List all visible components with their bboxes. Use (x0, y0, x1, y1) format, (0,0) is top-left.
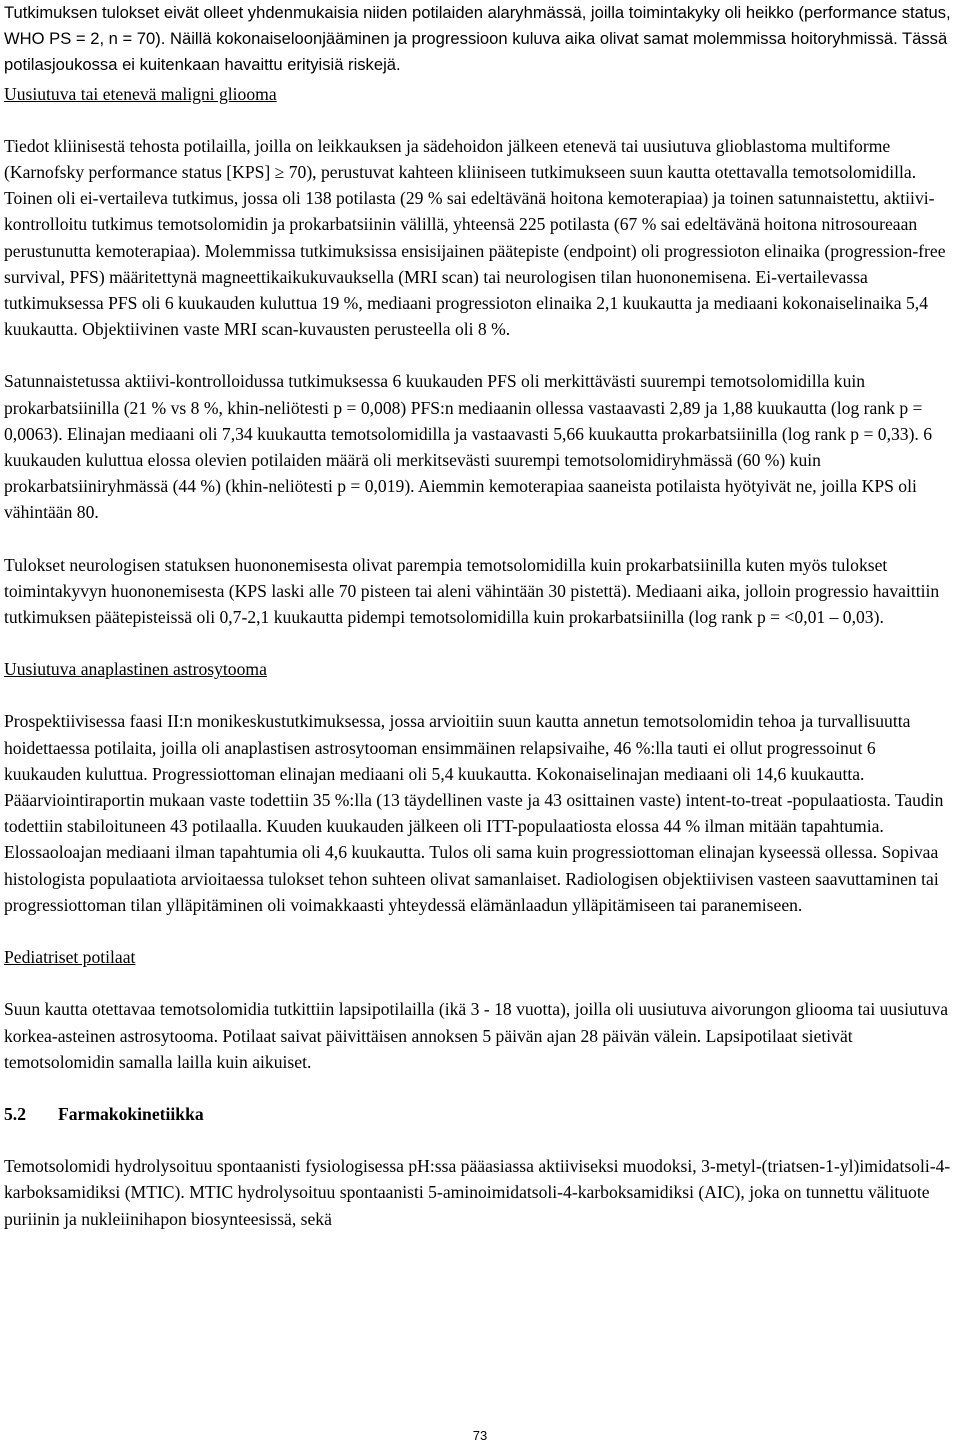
document-page (4, 0, 956, 1232)
glioma-paragraph-1: Tiedot kliinisestä tehosta potilailla, joilla on leikkauksen ja sädehoidon jälkeen etenevä tai uusiutuva glioblastoma multiforme (Karnofsky performance status [KPS] ≥ 70), perustuvat kahteen kliiniseen tutkimukseen suun kautta otettavalla temotsolomidilla. Toinen oli ei-vertaileva tutkimus, jossa oli 138 potilasta (29 % sai edeltävänä hoitona kemoterapiaa) ja toinen satunnaistettu, aktiivi-kontrolloitu tutkimus temotsolomidin ja prokarbatsiinin välillä, yhteensä 225 potilasta (67 % sai edeltävänä hoitona nitrosoureaan perustunutta kemoterapiaa). Molemmissa tutkimuksissa ensisijainen päätepiste (endpoint) oli progressioton elinaika (progression-free survival, PFS) määritettynä magneettikaikukuvauksella (MRI scan) tai neurologisen tilan huononemisena. Ei-vertailevassa tutkimuksessa PFS oli 6 kuukauden kuluttua 19 %, mediaani progressioton elinaika 2,1 kuukautta ja mediaani kokonaiselinaika 5,4 kuukautta. Objektiivinen vaste MRI scan-kuvausten perusteella oli 8 %. (4, 135, 946, 340)
pediatric-paragraph-1: Suun kautta otettavaa temotsolomidia tutkittiin lapsipotilailla (ikä 3 - 18 vuotta), joilla oli uusiutuva aivorungon gliooma tai uusiutuva korkea-asteinen astrosytooma. Potilaat saivat päivittäisen annoksen 5 päivän ajan 28 päivän välein. Lapsipotilaat sietivät temotsolomidin samalla lailla kuin aikuiset. (4, 999, 949, 1072)
glioma-paragraph-2: Satunnaistetussa aktiivi-kontrolloidussa tutkimuksessa 6 kuukauden PFS oli merkittävästi suurempi temotsolomidilla kuin prokarbatsiinilla (21 % vs 8 %, khin-neliötesti p = 0,008) PFS:n mediaanin ollessa vastaavasti 2,89 ja 1,88 kuukautta (log rank p = 0,0063). Elinajan mediaani oli 7,34 kuukautta temotsolomidilla ja vastaavasti 5,66 kuukautta prokarbatsiinilla (log rank p = 0,33). 6 kuukauden kuluttua elossa olevien potilaiden määrä oli merkitsevästi suurempi temotsolomidiryhmässä (60 %) kuin prokarbatsiiniryhmässä (44 %) (khin-neliötesti p = 0,019). Aiemmin kemoterapiaa saaneista potilaista hyötyivät ne, joilla KPS oli vähintään 80. (4, 371, 933, 523)
glioma-paragraph-3: Tulokset neurologisen statuksen huononemisesta olivat parempia temotsolomidilla kuin prokarbatsiinilla kuten myös tulokset toimintakyvyn huononemisesta (KPS laski alle 70 pisteen tai aleni vähintään 30 pistettä). Mediaani aika, jolloin progressio havaittiin tutkimuksen päätepisteissä oli 0,7-2,1 kuukautta pidempi temotsolomidilla kuin prokarbatsiinilla (log rank p = <0,01 – 0,03). (4, 554, 940, 628)
astro-heading: Uusiutuva anaplastinen astrosytooma (4, 659, 267, 680)
pk-paragraph-1: Temotsolomidi hydrolysoituu spontaanisti fysiologisessa pH:ssa pääasiassa aktiiviseksi muodoksi, 3-metyl-(triatsen-1-yl)imidatsoli-4-karboksamidiksi (MTIC). MTIC hydrolysoituu spontaanisti 5-aminoimidatsoli-4-karboksamidiksi (AIC), joka on tunnettu välituote puriinin ja nukleiinihapon biosynteesissä, sekä (4, 1156, 951, 1229)
section-title: Farmakokinetiikka (58, 1103, 204, 1124)
section-number: 5.2 (4, 1103, 26, 1124)
astro-paragraph-1: Prospektiivisessa faasi II:n monikeskustutkimuksessa, jossa arvioitiin suun kautta annetun temotsolomidin tehoa ja turvallisuutta hoidettaessa potilaita, joilla oli anaplastisen astrosytooman ensimmäinen relapsivaihe, 46 %:lla tauti ei ollut progressoinut 6 kuukauden kuluttua. Progressiottoman elinajan mediaani oli 5,4 kuukautta. Kokonaiselinajan mediaani oli 14,6 kuukautta. Pääarviointiraportin mukaan vaste todettiin 35 %:lla (13 täydellinen vaste ja 43 osittainen vaste) intent-to-treat -populaatiosta. Taudin todettiin stabiloituneen 43 potilaalla. Kuuden kuukauden jälkeen oli ITT-populaatiosta elossa 44 % ilman mitään tapahtumia. Elossaoloajan mediaani ilman tapahtumia oli 4,6 kuukautta. Tulos oli sama kuin progressiottoman elinajan kyseessä ollessa. Sopivaa histologista populaatiota arvioitaessa tulokset tehon suhteen olivat samanlaiset. Radiologisen objektiivisen vasteen saavuttaminen tai progressiottoman tilan ylläpitäminen oli voimakkaasti yhteydessä elämänlaadun ylläpitämiseen tai paranemiseen. (4, 711, 944, 915)
page-number: 73 (472, 1428, 488, 1443)
intro-paragraph: Tutkimuksen tulokset eivät olleet yhdenmukaisia niiden potilaiden alaryhmässä, joilla toimintakyky oli heikko (performance status, WHO PS = 2, n = 70). Näillä kokonaiseloonjääminen ja progressioon kuluva aika olivat samat molemmissa hoitoryhmissä. Tässä potilasjoukossa ei kuitenkaan havaittu erityisiä riskejä. (4, 3, 951, 75)
pk-section-heading (4, 1101, 956, 1127)
pediatric-heading: Pediatriset potilaat (4, 947, 136, 968)
glioma-heading: Uusiutuva tai etenevä maligni gliooma (4, 83, 277, 104)
